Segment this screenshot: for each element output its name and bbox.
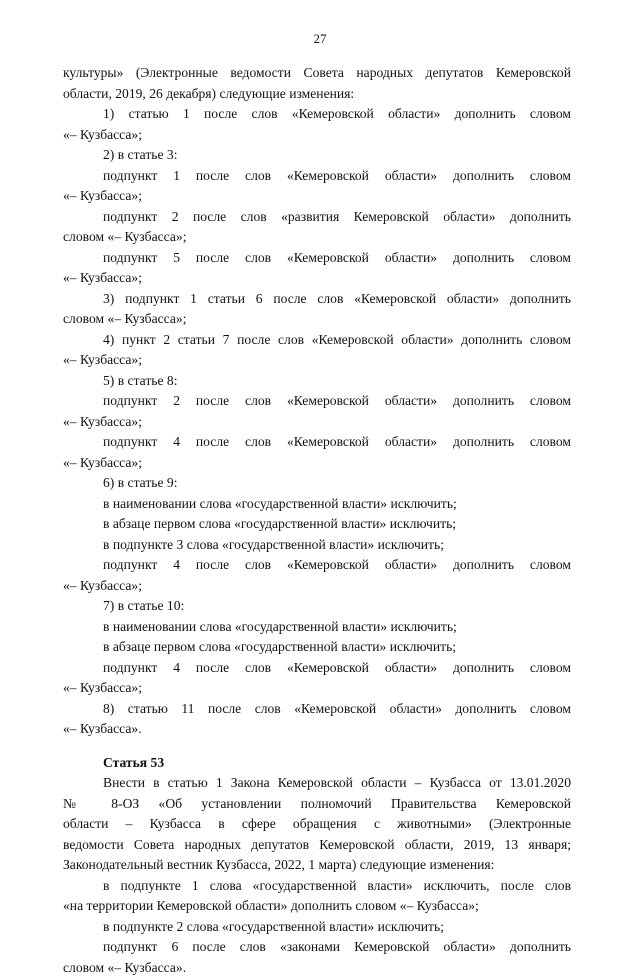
text-line: 2) в статье 3:: [63, 145, 571, 166]
text-line: «‒ Кузбасса».: [63, 719, 571, 740]
text-line: словом «‒ Кузбасса»;: [63, 227, 571, 248]
text-line: подпункт 4 после слов «Кемеровской области» дополнить словом: [63, 432, 571, 453]
text-line: «‒ Кузбасса»;: [63, 453, 571, 474]
document-body: [63, 63, 571, 978]
text-line: 6) в статье 9:: [63, 473, 571, 494]
text-line: «‒ Кузбасса»;: [63, 125, 571, 146]
text-line: 1) статью 1 после слов «Кемеровской области» дополнить словом: [63, 104, 571, 125]
text-line: подпункт 5 после слов «Кемеровской области» дополнить словом: [63, 248, 571, 269]
text-line: «‒ Кузбасса»;: [63, 678, 571, 699]
text-line: Внести в статью 1 Закона Кемеровской области ‒ Кузбасса от 13.01.2020: [63, 773, 571, 794]
text-line: подпункт 6 после слов «законами Кемеровской области» дополнить: [63, 937, 571, 958]
text-line: в абзаце первом слова «государственной власти» исключить;: [63, 637, 571, 658]
text-line: в подпункте 2 слова «государственной власти» исключить;: [63, 917, 571, 938]
text-line: в подпункте 3 слова «государственной власти» исключить;: [63, 535, 571, 556]
text-line: подпункт 2 после слов «Кемеровской области» дополнить словом: [63, 391, 571, 412]
text-line: «на территории Кемеровской области» дополнить словом «‒ Кузбасса»;: [63, 896, 571, 917]
text-line: подпункт 1 после слов «Кемеровской области» дополнить словом: [63, 166, 571, 187]
text-line: 7) в статье 10:: [63, 596, 571, 617]
text-line: 4) пункт 2 статьи 7 после слов «Кемеровской области» дополнить словом: [63, 330, 571, 351]
text-line: «‒ Кузбасса»;: [63, 412, 571, 433]
text-line: культуры» (Электронные ведомости Совета народных депутатов Кемеровской: [63, 63, 571, 84]
text-line: 5) в статье 8:: [63, 371, 571, 392]
text-line: подпункт 4 после слов «Кемеровской области» дополнить словом: [63, 555, 571, 576]
text-line: «‒ Кузбасса»;: [63, 186, 571, 207]
text-line: подпункт 2 после слов «развития Кемеровской области» дополнить: [63, 207, 571, 228]
text-line: ведомости Совета народных депутатов Кемеровской области, 2019, 13 января;: [63, 835, 571, 856]
page-number: 27: [0, 31, 640, 47]
text-line: словом «‒ Кузбасса».: [63, 958, 571, 978]
text-line: «‒ Кузбасса»;: [63, 268, 571, 289]
text-line: области, 2019, 26 декабря) следующие изменения:: [63, 84, 571, 105]
text-line: № 8-ОЗ «Об установлении полномочий Правительства Кемеровской: [63, 794, 571, 815]
text-line: в наименовании слова «государственной власти» исключить;: [63, 617, 571, 638]
text-line: в абзаце первом слова «государственной власти» исключить;: [63, 514, 571, 535]
spacer: [63, 740, 571, 753]
article-heading: Статья 53: [63, 753, 571, 774]
text-line: в наименовании слова «государственной власти» исключить;: [63, 494, 571, 515]
text-line: «‒ Кузбасса»;: [63, 576, 571, 597]
text-line: Законодательный вестник Кузбасса, 2022, 1 марта) следующие изменения:: [63, 855, 571, 876]
text-line: 8) статью 11 после слов «Кемеровской области» дополнить словом: [63, 699, 571, 720]
text-line: области ‒ Кузбасса в сфере обращения с животными» (Электронные: [63, 814, 571, 835]
text-line: «‒ Кузбасса»;: [63, 350, 571, 371]
text-line: подпункт 4 после слов «Кемеровской области» дополнить словом: [63, 658, 571, 679]
text-line: словом «‒ Кузбасса»;: [63, 309, 571, 330]
text-line: в подпункте 1 слова «государственной власти» исключить, после слов: [63, 876, 571, 897]
text-line: 3) подпункт 1 статьи 6 после слов «Кемеровской области» дополнить: [63, 289, 571, 310]
